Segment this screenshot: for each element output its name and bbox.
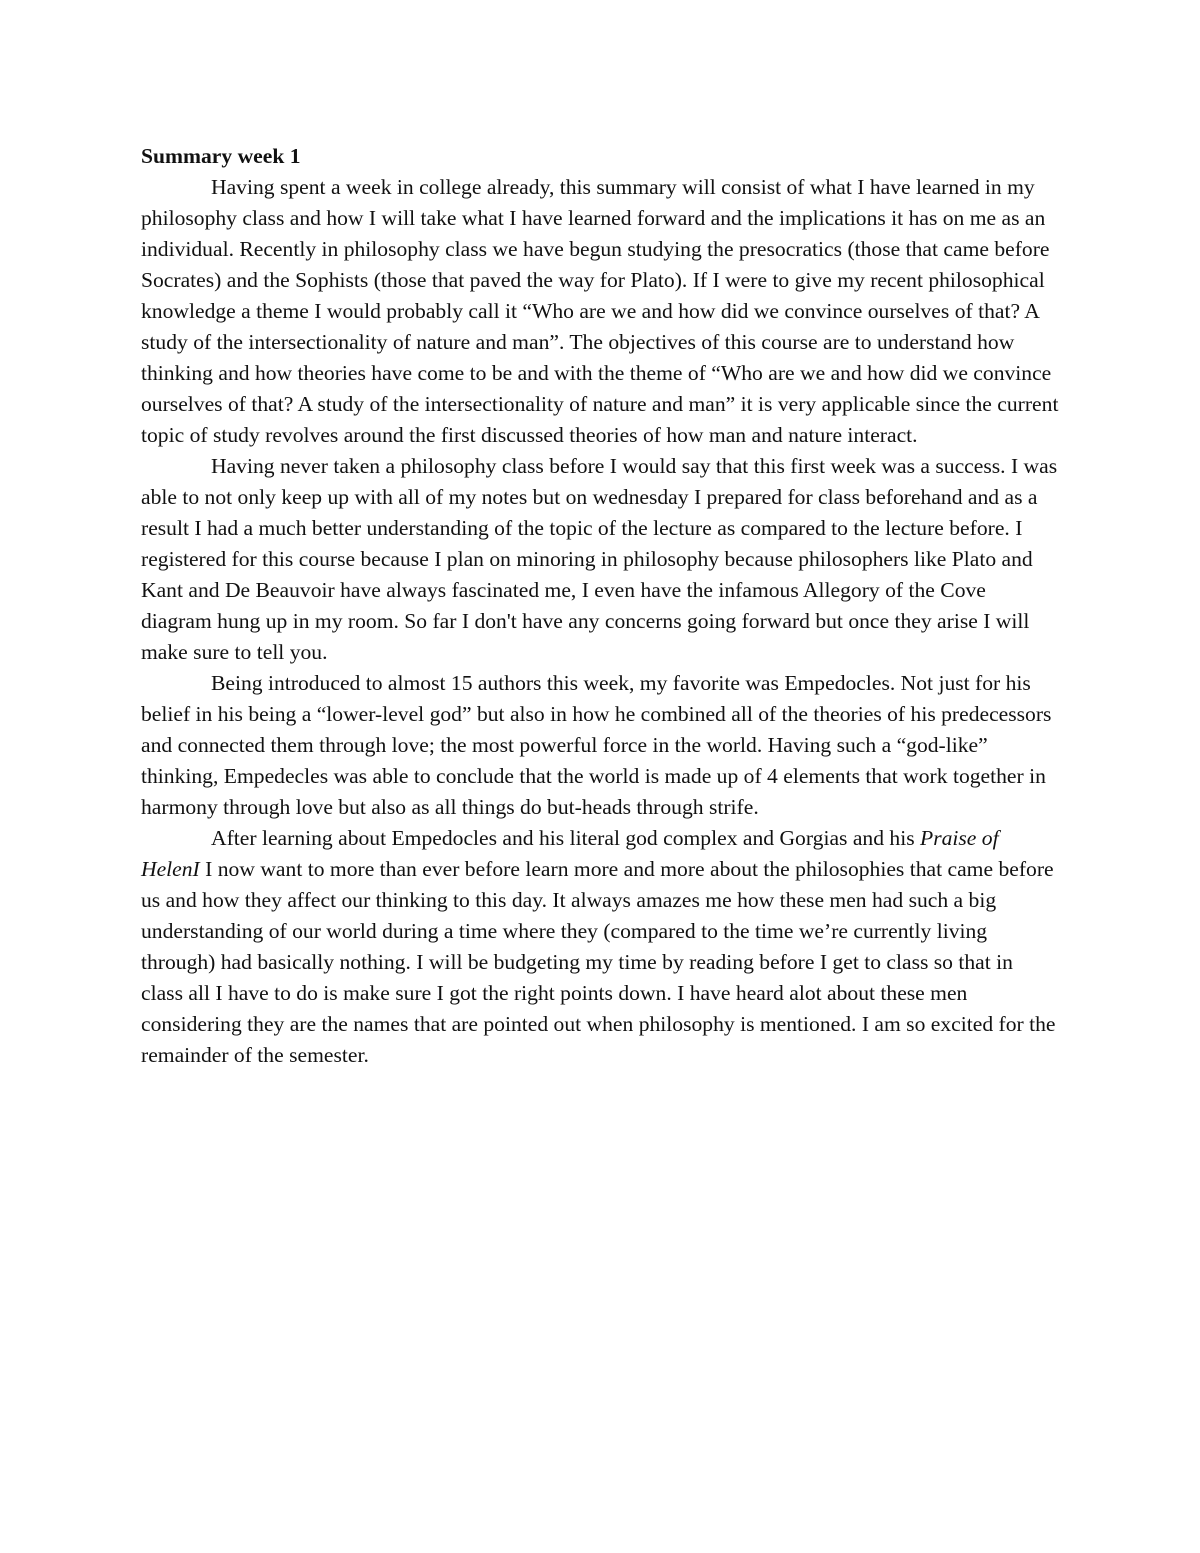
paragraph-4-italic-title: Praise of HelenI <box>141 826 999 881</box>
paragraph-2: Having never taken a philosophy class before I would say that this first week was a success. I was able to not only keep up with all of my notes but on wednesday I prepared for class beforehand and as a result I had a much better understanding of the topic of the lecture as compared to the lecture before. I registered for this course because I plan on minoring in philosophy because philosophers like Plato and Kant and De Beauvoir have always fascinated me, I even have the infamous Allegory of the Cove diagram hung up in my room. So far I don't have any concerns going forward but once they arise I will make sure to tell you. <box>141 454 1058 664</box>
document-body <box>141 141 1059 1071</box>
paragraph-4-text-before: After learning about Empedocles and his literal god complex and Gorgias and his <box>211 826 921 850</box>
paragraph-4-text-after: I now want to more than ever before learn more and more about the philosophies that came before us and how they affect our thinking to this day. It always amazes me how these men had such a big understanding of our world during a time where they (compared to the time we’re currently living through) had basically nothing. I will be budgeting my time by reading before I get to class so that in class all I have to do is make sure I got the right points down. I have heard alot about these men considering they are the names that are pointed out when philosophy is mentioned. I am so excited for the remainder of the semester. <box>141 857 1056 1067</box>
paragraph-1: Having spent a week in college already, this summary will consist of what I have learned in my philosophy class and how I will take what I have learned forward and the implications it has on me as an individual. Recently in philosophy class we have begun studying the presocratics (those that came before Socrates) and the Sophists (those that paved the way for Plato). If I were to give my recent philosophical knowledge a theme I would probably call it “Who are we and how did we convince ourselves of that? A study of the intersectionality of nature and man”. The objectives of this course are to understand how thinking and how theories have come to be and with the theme of “Who are we and how did we convince ourselves of that? A study of the intersectionality of nature and man” it is very applicable since the current topic of study revolves around the first discussed theories of how man and nature interact. <box>141 175 1059 447</box>
paragraph-3: Being introduced to almost 15 authors this week, my favorite was Empedocles. Not just for his belief in his being a “lower-level god” but also in how he combined all of the theories of his predecessors and connected them through love; the most powerful force in the world. Having such a “god-like” thinking, Empedecles was able to conclude that the world is made up of 4 elements that work together in harmony through love but also as all things do but-heads through strife. <box>141 671 1052 819</box>
document-title: Summary week 1 <box>141 144 301 168</box>
paragraph-4 <box>141 823 1059 1071</box>
